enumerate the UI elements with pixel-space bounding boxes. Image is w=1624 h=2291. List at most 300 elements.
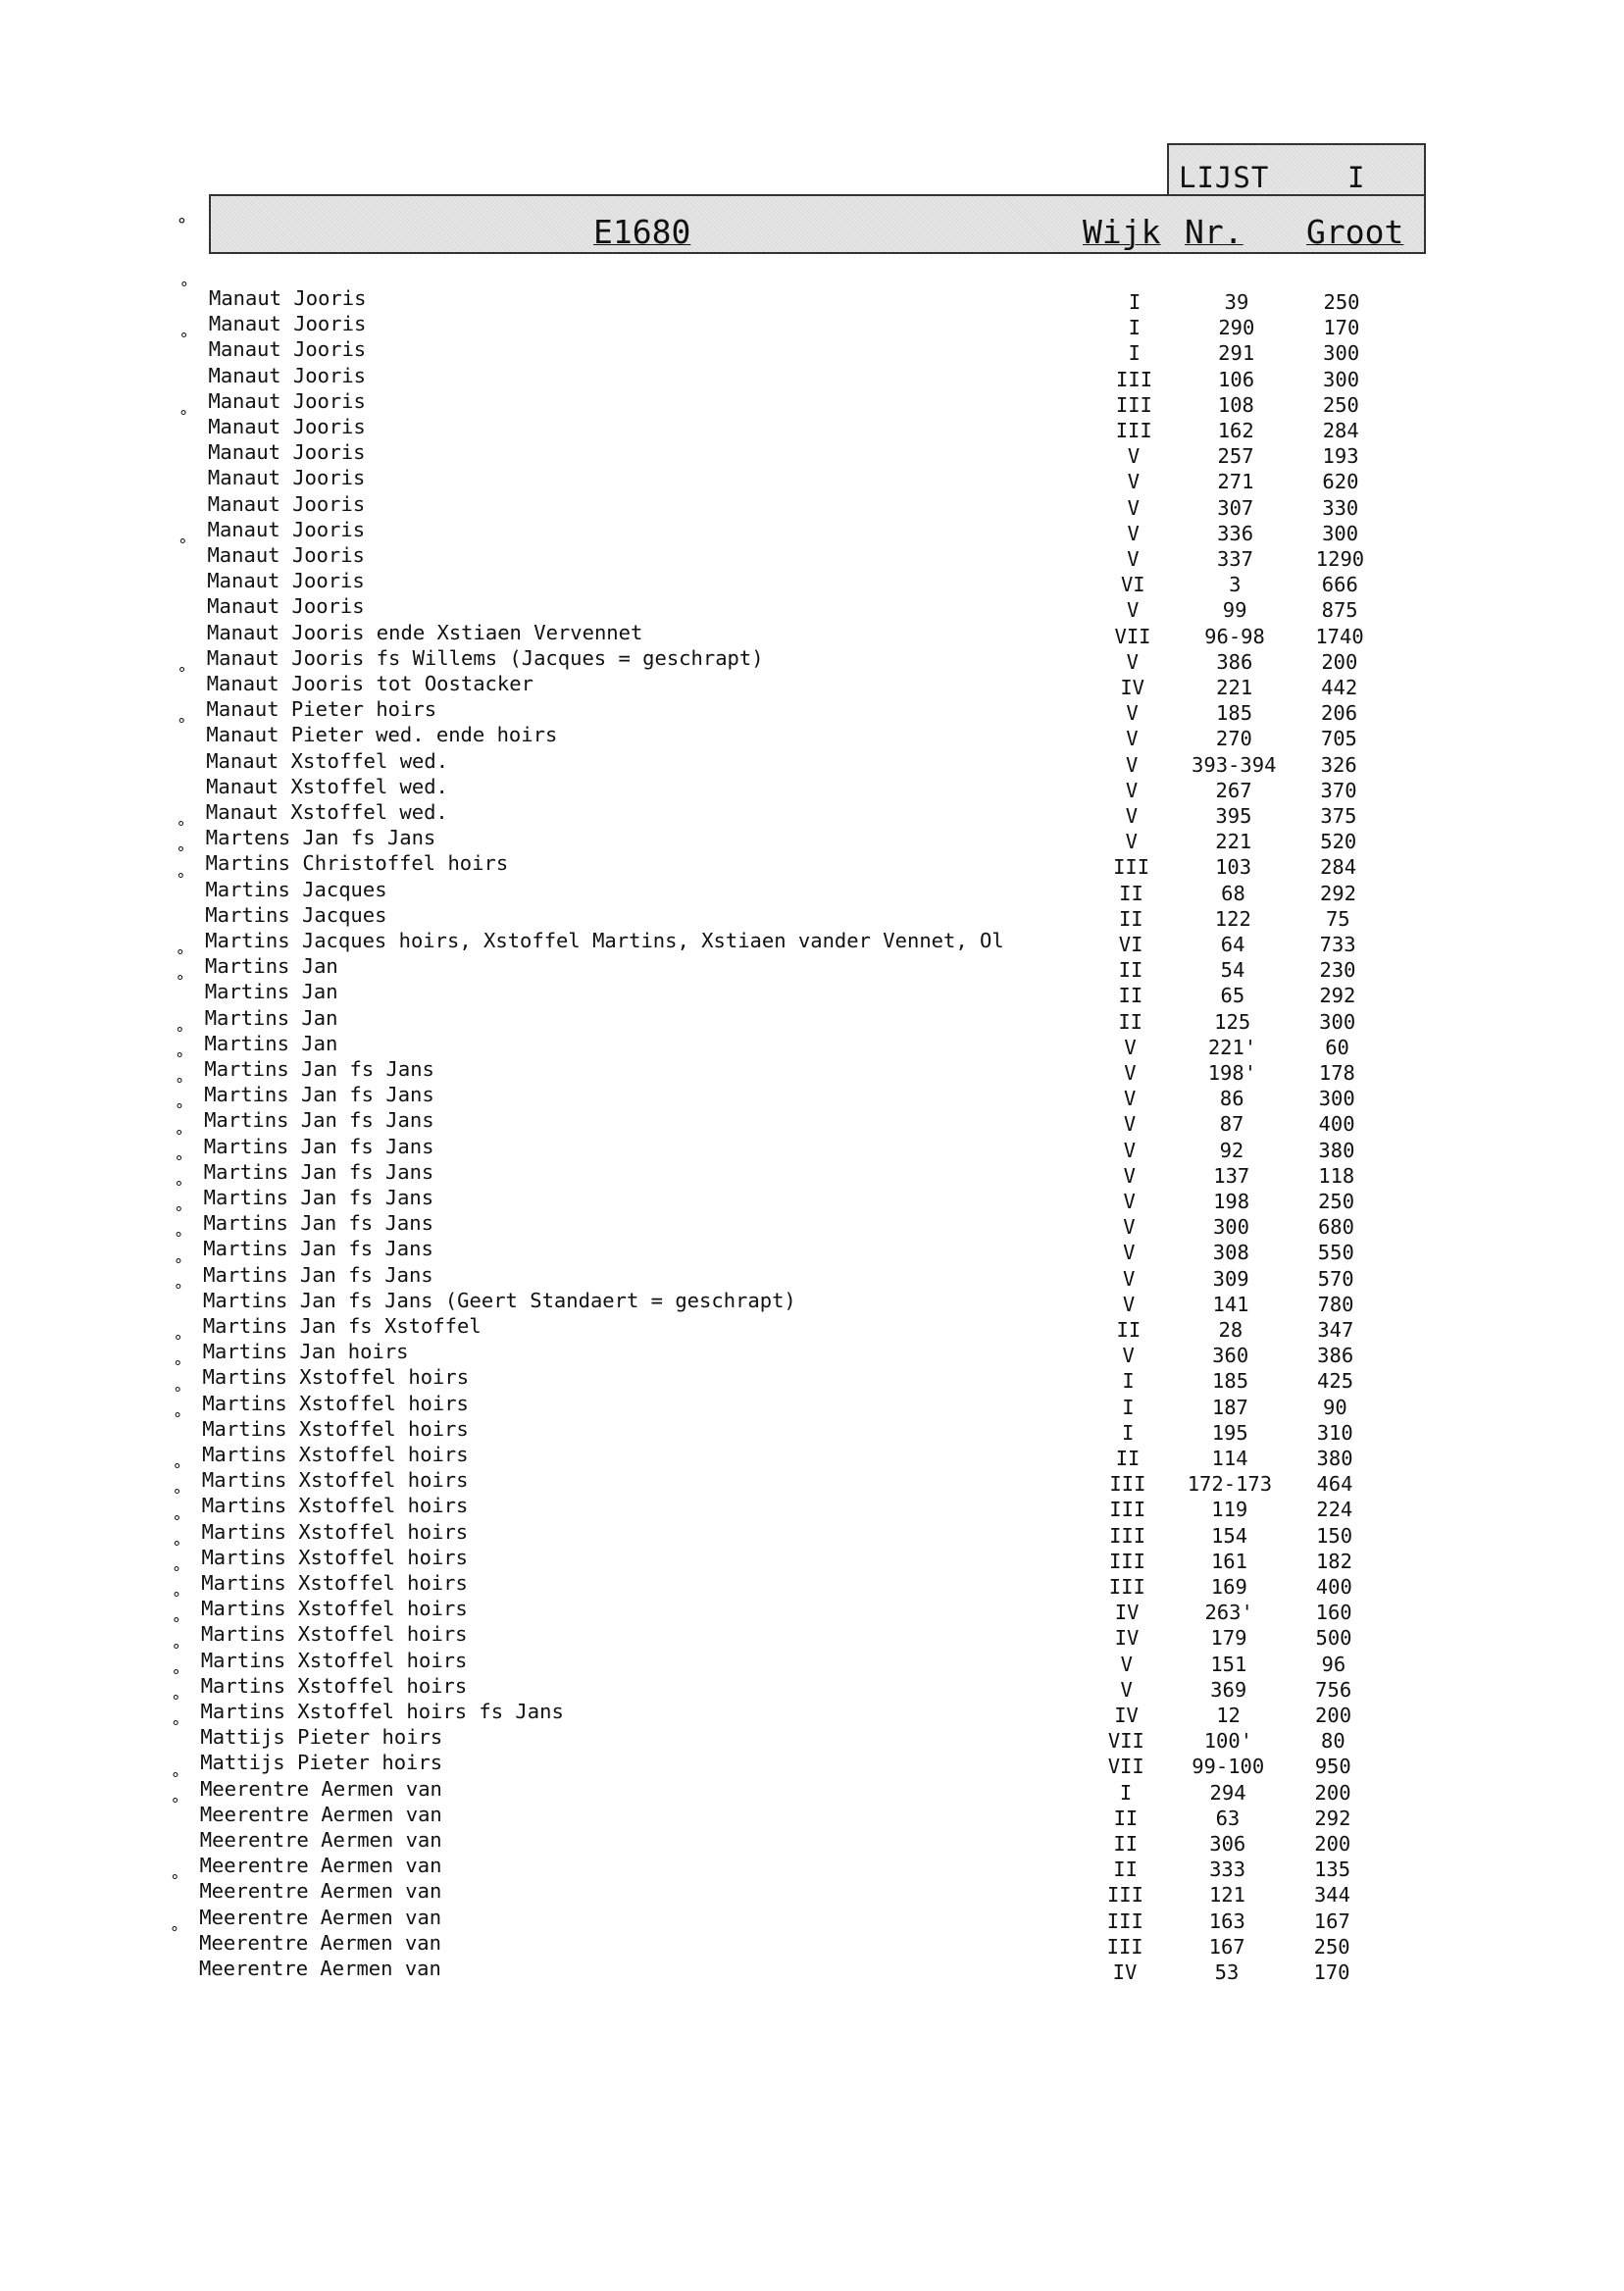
row-nr: 103 [1215,855,1252,880]
row-wijk: V [1122,1266,1136,1291]
row-name: Meerentre Aermen van [200,1776,442,1801]
row-groot: 150 [1316,1523,1353,1548]
row-wijk: V [1126,701,1139,726]
row-name: Martins Xstoffel hoirs [202,1391,469,1415]
row-wijk: VI [1118,933,1143,956]
row-wijk: V [1122,1344,1135,1368]
row-wijk: V [1125,778,1139,802]
row-nr: 221' [1207,1035,1257,1059]
row-wijk: II [1115,1447,1141,1470]
row-name: Manaut Jooris [208,312,367,336]
row-degree-mark: ° [175,1075,184,1095]
row-nr: 108 [1217,392,1254,417]
row-groot: 135 [1314,1858,1351,1882]
row-groot: 250 [1318,1190,1355,1213]
row-groot: 96 [1321,1652,1346,1676]
row-groot: 380 [1316,1447,1353,1470]
row-name: Martins Xstoffel hoirs fs Jans [200,1700,564,1723]
row-name: Martins Jan fs Jans [203,1237,433,1261]
row-degree-mark: ° [171,1665,181,1685]
row-name: Martins Xstoffel hoirs [202,1443,469,1466]
row-name: Martins Xstoffel hoirs [202,1416,469,1441]
row-wijk: III [1116,367,1153,391]
row-groot: 118 [1318,1163,1355,1188]
row-name: Martins Jacques [205,877,387,901]
row-nr: 121 [1208,1883,1245,1908]
row-nr: 163 [1208,1909,1245,1933]
row-groot: 200 [1314,1780,1351,1805]
row-groot: 344 [1313,1883,1350,1908]
row-name: Meerentre Aermen van [199,1828,442,1852]
row-groot: 875 [1321,598,1358,623]
row-wijk: V [1123,1138,1137,1162]
row-groot: 182 [1315,1549,1352,1573]
row-nr: 12 [1216,1704,1241,1727]
row-groot: 950 [1314,1755,1351,1779]
row-nr: 65 [1220,984,1245,1008]
row-degree-mark: ° [178,407,188,426]
row-name: Martins Xstoffel hoirs [201,1519,469,1544]
row-name: Martens Jan fs Jans [205,826,436,850]
row-name: Martins Jan fs Jans (Geert Standaert = geschrapt) [203,1288,796,1312]
row-groot: 400 [1318,1112,1355,1137]
row-groot: 330 [1322,495,1359,520]
row-nr: 185 [1212,1369,1249,1394]
row-groot: 284 [1320,855,1357,880]
row-name: Meerentre Aermen van [199,1802,442,1826]
row-groot: 284 [1322,419,1359,442]
row-nr: 68 [1221,881,1245,905]
row-nr: 119 [1211,1498,1248,1522]
row-nr: 291 [1218,341,1255,366]
row-name: Martins Jan [205,954,338,979]
row-wijk: V [1124,1087,1137,1111]
row-wijk: V [1127,495,1140,520]
row-wijk: II [1113,1832,1139,1856]
row-nr: 333 [1209,1858,1246,1882]
row-wijk: V [1126,649,1140,674]
row-nr: 198' [1207,1061,1257,1085]
row-nr: 137 [1213,1163,1250,1188]
row-nr: 106 [1218,367,1255,391]
row-groot: 250 [1322,392,1359,417]
row-nr: 395 [1215,804,1252,828]
row-name: Manaut Jooris [207,543,365,567]
row-groot: 224 [1316,1498,1353,1522]
row-name: Manaut Jooris [208,337,367,362]
row-nr: 63 [1215,1806,1241,1830]
row-degree-mark: ° [171,1692,181,1710]
row-degree-mark: ° [174,1151,184,1171]
row-nr: 263' [1204,1601,1253,1625]
row-wijk: IV [1114,1704,1139,1727]
row-nr: 300 [1212,1215,1249,1240]
row-wijk: V [1123,1190,1136,1213]
row-groot: 1740 [1315,624,1364,648]
row-wijk: II [1118,906,1143,931]
row-name: Martins Jacques [205,902,387,927]
row-name: Martins Jan [204,1005,338,1030]
row-wijk: III [1109,1498,1146,1522]
row-wijk: I [1122,1420,1135,1445]
row-name: Manaut Jooris [207,466,366,490]
row-name: Martins Jan fs Jans [204,1108,434,1133]
row-name: Martins Xstoffel hoirs [201,1494,469,1518]
row-name: Manaut Jooris [207,517,366,541]
row-nr: 294 [1209,1780,1246,1805]
row-degree-mark: ° [173,1357,183,1377]
row-degree-mark: ° [171,1640,181,1659]
row-name: Martins Jan fs Xstoffel [202,1314,482,1338]
row-degree-mark: ° [173,1332,183,1351]
header-degree-mark: ° [177,215,187,235]
row-wijk: III [1106,1883,1143,1908]
row-degree-mark: ° [174,1280,183,1299]
row-nr: 99-100 [1192,1755,1265,1779]
row-groot: 90 [1323,1395,1347,1419]
row-name: Manaut Xstoffel wed. [205,800,448,824]
row-degree-mark: ° [179,279,189,297]
row-wijk: I [1122,1369,1135,1394]
row-nr: 257 [1217,444,1254,469]
row-degree-mark: ° [174,1203,184,1223]
row-name: Martins Jan fs Jans [204,1057,434,1081]
column-header-groot: Groot [1306,213,1404,251]
row-nr: 167 [1208,1934,1245,1959]
row-nr: 290 [1218,316,1255,340]
row-name: Manaut Jooris [208,363,366,387]
row-name: Manaut Jooris [208,415,366,438]
row-groot: 300 [1323,341,1360,366]
row-degree-mark: ° [176,946,185,966]
row-wijk: III [1113,855,1150,880]
row-degree-mark: ° [172,1589,181,1608]
row-wijk: I [1128,341,1141,366]
row-groot: 193 [1322,444,1359,469]
row-nr: 309 [1212,1266,1249,1291]
row-degree-mark: ° [178,535,188,554]
row-degree-mark: ° [172,1537,182,1556]
row-wijk: V [1120,1677,1133,1702]
row-degree-mark: ° [172,1511,182,1531]
row-groot: 250 [1313,1934,1350,1959]
row-wijk: V [1126,598,1140,623]
row-nr: 64 [1220,933,1245,956]
row-nr: 307 [1217,495,1254,520]
row-groot: 680 [1317,1215,1354,1240]
row-name: Martins Xstoffel hoirs [200,1673,468,1698]
row-name: Meerentre Aermen van [199,1957,441,1980]
row-nr: 179 [1210,1626,1247,1651]
row-groot: 550 [1317,1241,1354,1265]
row-nr: 360 [1212,1344,1249,1368]
row-wijk: V [1122,1292,1136,1316]
row-groot: 386 [1317,1344,1354,1368]
row-groot: 442 [1321,676,1358,699]
row-nr: 161 [1210,1549,1247,1573]
row-wijk: V [1125,830,1138,854]
row-degree-mark: ° [173,1408,182,1428]
row-name: Martins Jan fs Jans [203,1159,434,1184]
row-name: Martins Xstoffel hoirs [201,1468,469,1493]
row-nr: 221 [1215,830,1252,854]
row-wijk: II [1113,1858,1138,1882]
row-name: Manaut Xstoffel wed. [206,748,449,773]
row-groot: 464 [1316,1472,1353,1497]
list-number: I [1347,161,1366,194]
row-name: Martins Jan fs Jans [203,1186,434,1209]
row-nr: 337 [1216,547,1253,571]
row-groot: 780 [1317,1292,1354,1316]
row-name: Mattijs Pieter hoirs [200,1725,443,1750]
row-name: Martins Xstoffel hoirs [201,1622,468,1647]
row-groot: 250 [1323,290,1360,314]
row-wijk: I [1128,316,1142,340]
row-groot: 520 [1320,830,1357,854]
row-wijk: V [1127,547,1140,571]
row-nr: 114 [1211,1447,1248,1470]
row-wijk: II [1113,1806,1139,1830]
row-wijk: V [1123,1112,1137,1137]
row-name: Martins Jan hoirs [202,1340,409,1364]
row-nr: 96-98 [1204,624,1265,648]
row-wijk: IV [1120,676,1145,699]
row-degree-mark: ° [170,1871,180,1891]
row-wijk: III [1115,419,1152,442]
row-nr: 99 [1222,598,1247,623]
row-name: Martins Jan [204,1031,338,1055]
row-name: Meerentre Aermen van [199,1879,442,1904]
row-nr: 87 [1219,1112,1244,1137]
row-name: Martins Jacques hoirs, Xstoffel Martins, Xstiaen vander Vennet, Ol [205,929,1004,952]
row-name: Meerentre Aermen van [199,1905,442,1929]
row-groot: 200 [1315,1704,1352,1727]
row-wijk: III [1106,1934,1143,1959]
row-degree-mark: ° [174,1229,183,1248]
row-nr: 169 [1210,1575,1247,1599]
row-groot: 425 [1317,1369,1354,1394]
row-name: Martins Jan [204,980,338,1004]
row-degree-mark: ° [171,1717,181,1737]
row-name: Manaut Xstoffel wed. [206,774,448,798]
row-degree-mark: ° [172,1486,182,1505]
row-wijk: I [1119,1780,1133,1805]
row-groot: 230 [1319,958,1356,983]
column-header-wijk: Wijk [1083,213,1161,251]
row-groot: 570 [1317,1266,1354,1291]
row-nr: 187 [1211,1395,1248,1419]
row-name: Martins Jan fs Jans [204,1083,434,1107]
row-wijk: III [1106,1909,1143,1933]
row-name: Manaut Jooris [208,440,366,465]
row-nr: 100' [1203,1729,1253,1754]
row-groot: 370 [1320,778,1357,802]
row-groot: 400 [1315,1575,1352,1599]
row-name: Mattijs Pieter hoirs [200,1751,443,1775]
row-name: Manaut Pieter wed. ende hoirs [206,723,558,747]
row-nr: 3 [1229,573,1242,597]
row-nr: 386 [1216,649,1253,674]
row-wijk: II [1118,1009,1143,1034]
row-degree-mark: ° [175,1023,185,1043]
row-wijk: V [1126,752,1139,777]
row-name: Manaut Jooris tot Oostacker [206,672,533,695]
row-groot: 756 [1315,1677,1352,1702]
row-groot: 60 [1325,1035,1349,1059]
row-nr: 125 [1214,1009,1251,1034]
row-nr: 28 [1218,1318,1243,1342]
row-name: Martins Xstoffel hoirs [201,1571,468,1595]
row-degree-mark: ° [176,869,186,889]
row-degree-mark: ° [172,1563,181,1582]
row-nr: 172-173 [1187,1472,1273,1497]
row-degree-mark: ° [173,1383,183,1402]
row-name: Martins Xstoffel hoirs [202,1365,470,1390]
row-groot: 292 [1314,1806,1351,1830]
row-nr: 369 [1210,1677,1247,1702]
row-wijk: IV [1114,1601,1140,1625]
row-groot: 1290 [1315,547,1365,571]
row-groot: 380 [1318,1138,1355,1162]
row-degree-mark: ° [172,1614,181,1634]
row-groot: 206 [1321,701,1358,726]
row-nr: 92 [1219,1138,1244,1162]
row-groot: 292 [1319,881,1356,905]
row-groot: 178 [1318,1061,1355,1085]
row-groot: 620 [1322,470,1359,494]
row-groot: 326 [1320,752,1357,777]
row-groot: 733 [1319,933,1356,956]
row-wijk: III [1108,1549,1145,1573]
row-wijk: V [1127,521,1140,545]
row-wijk: V [1124,1061,1137,1085]
document-title: E1680 [593,213,691,251]
row-groot: 80 [1321,1729,1345,1754]
row-name: Martins Xstoffel hoirs [201,1597,468,1621]
row-groot: 310 [1316,1420,1353,1445]
row-wijk: III [1115,392,1152,417]
row-nr: 154 [1211,1523,1248,1548]
row-groot: 200 [1321,649,1358,674]
row-nr: 198 [1213,1190,1250,1213]
row-wijk: I [1128,290,1142,314]
row-nr: 151 [1210,1652,1247,1676]
row-nr: 306 [1209,1832,1246,1856]
row-name: Martins Xstoffel hoirs [200,1648,468,1672]
row-nr: 141 [1212,1292,1249,1316]
row-groot: 292 [1319,984,1356,1008]
row-name: Meerentre Aermen van [199,1930,441,1955]
row-degree-mark: ° [172,1460,182,1480]
row-wijk: VI [1120,573,1145,597]
row-groot: 167 [1313,1909,1350,1933]
list-label: LIJST [1179,161,1270,194]
column-header-nr: Nr. [1185,213,1243,251]
row-nr: 54 [1220,958,1245,983]
row-nr: 53 [1214,1960,1240,1984]
row-wijk: II [1118,958,1143,983]
row-name: Martins Xstoffel hoirs [201,1545,468,1569]
row-nr: 122 [1214,906,1251,931]
row-degree-mark: ° [170,1922,179,1942]
row-degree-mark: ° [175,1049,185,1068]
row-nr: 162 [1217,419,1254,442]
row-degree-mark: ° [174,1178,184,1196]
row-degree-mark: ° [177,664,187,683]
row-degree-mark: ° [175,1100,184,1120]
row-nr: 271 [1217,470,1254,494]
row-wijk: V [1127,444,1141,469]
row-wijk: VII [1107,1755,1144,1779]
row-degree-mark: ° [178,330,189,349]
row-degree-mark: ° [176,843,186,863]
row-name: Martins Jan fs Jans [203,1262,433,1287]
row-name: Manaut Jooris [209,286,367,310]
row-wijk: V [1127,470,1141,494]
row-name: Manaut Jooris [207,594,365,619]
row-groot: 347 [1317,1318,1354,1342]
row-nr: 86 [1219,1087,1244,1111]
row-nr: 221 [1216,676,1253,699]
row-name: Meerentre Aermen van [199,1854,442,1878]
row-groot: 170 [1323,316,1360,340]
row-nr: 393-394 [1192,752,1277,777]
row-nr: 336 [1217,521,1254,545]
row-groot: 160 [1315,1601,1352,1625]
row-degree-mark: ° [174,1254,183,1274]
row-nr: 185 [1216,701,1253,726]
row-groot: 300 [1322,521,1359,545]
row-wijk: V [1126,727,1139,751]
row-wijk: V [1124,1035,1137,1059]
row-wijk: II [1118,984,1143,1008]
row-groot: 170 [1313,1960,1350,1984]
row-wijk: II [1119,881,1143,905]
row-groot: 375 [1320,804,1357,828]
row-name: Martins Christoffel hoirs [205,851,509,876]
row-name: Manaut Jooris [208,388,366,413]
row-name: Manaut Jooris fs Willems (Jacques = geschrapt) [206,645,764,670]
row-name: Martins Jan fs Jans [203,1134,434,1158]
row-groot: 500 [1315,1626,1352,1651]
row-groot: 200 [1314,1832,1351,1856]
row-degree-mark: ° [171,1768,180,1788]
row-wijk: V [1123,1163,1136,1188]
row-groot: 705 [1320,727,1357,751]
row-wijk: I [1122,1395,1135,1419]
row-wijk: IV [1114,1626,1140,1651]
row-groot: 300 [1318,1087,1355,1111]
row-groot: 300 [1323,367,1360,391]
row-degree-mark: ° [175,972,185,992]
row-groot: 666 [1321,573,1358,597]
row-wijk: VII [1114,624,1151,648]
row-name: Manaut Pieter hoirs [206,697,437,722]
row-wijk: II [1116,1318,1142,1342]
row-wijk: V [1123,1241,1136,1265]
row-groot: 300 [1319,1009,1356,1034]
row-name: Manaut Jooris [207,569,365,593]
row-name: Manaut Jooris [207,491,366,516]
row-nr: 267 [1215,778,1252,802]
row-degree-mark: ° [176,818,186,838]
row-wijk: V [1125,804,1139,828]
row-name: Martins Jan fs Jans [203,1211,433,1236]
row-nr: 270 [1215,727,1252,751]
row-wijk: III [1109,1523,1146,1548]
row-wijk: VII [1107,1729,1144,1754]
row-wijk: III [1109,1472,1146,1497]
